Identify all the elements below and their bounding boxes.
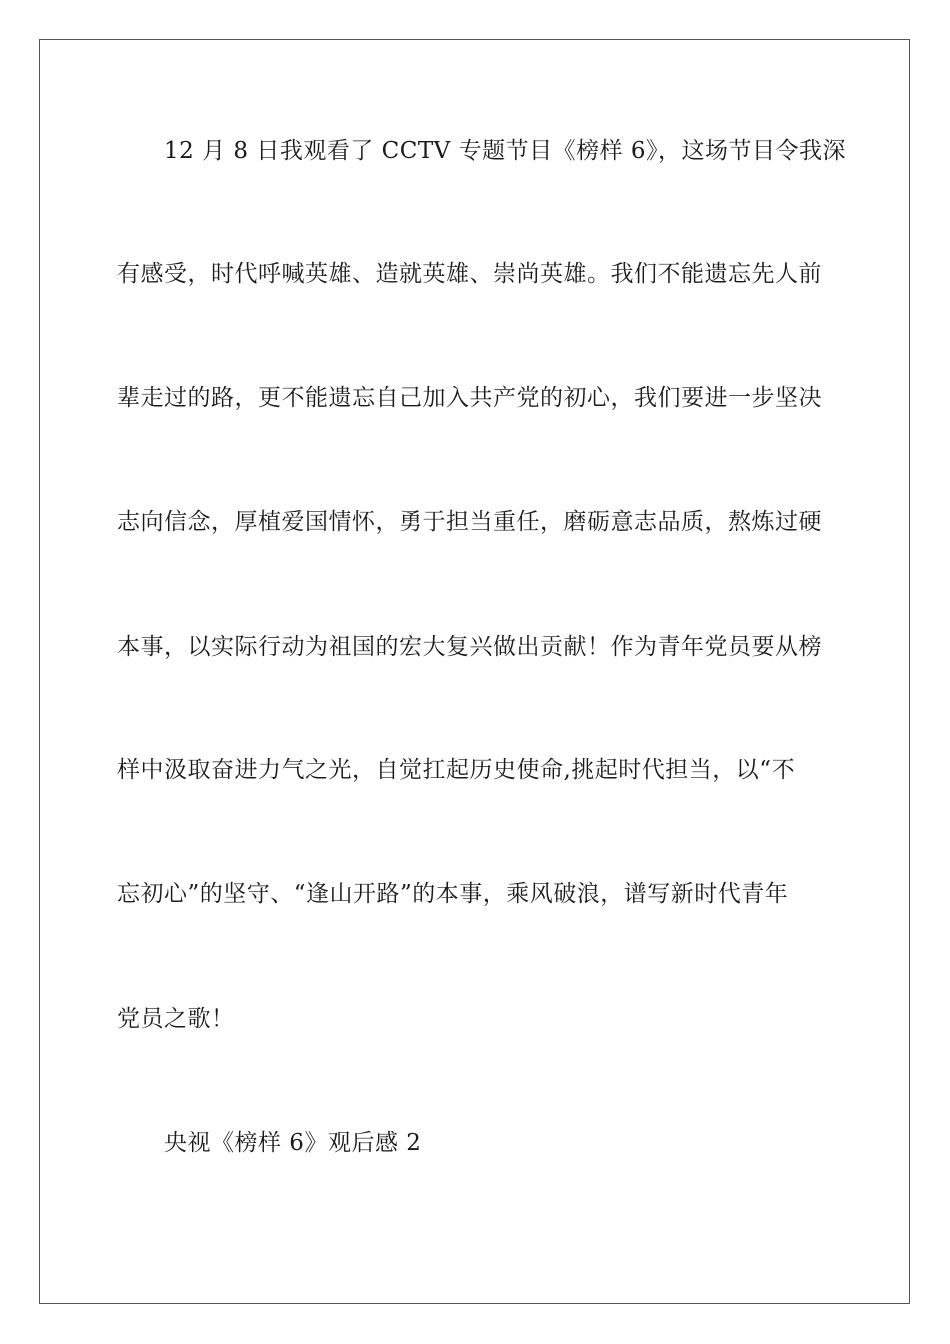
paragraph-line: 忘初心”的坚守、“逢山开路”的本事，乘风破浪，谱写新时代青年 — [117, 881, 789, 907]
section-heading: 央视《榜样 6》观后感 2 — [164, 1130, 422, 1156]
page-border — [39, 39, 910, 1304]
paragraph-line: 志向信念，厚植爱国情怀，勇于担当重任，磨砺意志品质，熬炼过硬 — [117, 509, 822, 535]
paragraph-line: 有感受，时代呼喊英雄、造就英雄、崇尚英雄。我们不能遗忘先人前 — [117, 261, 822, 287]
paragraph-line: 本事，以实际行动为祖国的宏大复兴做出贡献！作为青年党员要从榜 — [117, 634, 822, 660]
paragraph-line: 辈走过的路，更不能遗忘自己加入共产党的初心，我们要进一步坚决 — [117, 385, 822, 411]
paragraph-line: 样中汲取奋进力气之光，自觉扛起历史使命,挑起时代担当，以“不 — [117, 757, 796, 783]
paragraph-line: 12 月 8 日我观看了 CCTV 专题节目《榜样 6》，这场节目令我深 — [164, 138, 847, 164]
paragraph-line: 党员之歌！ — [117, 1006, 235, 1032]
